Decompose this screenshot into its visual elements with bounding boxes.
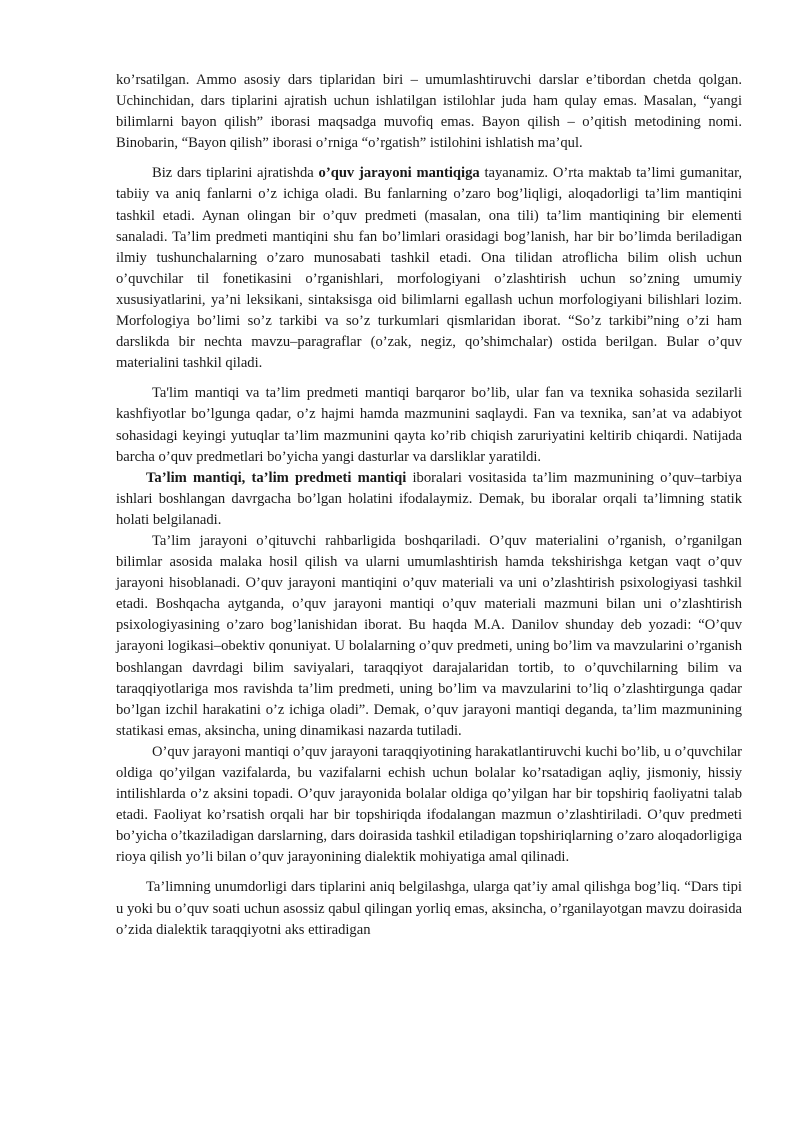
paragraph-2-lead: Biz dars tiplarini ajratishda [152, 165, 319, 182]
paragraph-2 [116, 163, 742, 374]
paragraph-3: Ta'lim mantiqi va ta’lim predmeti mantiqi barqaror bo’lib, ular fan va texnika sohasida sezilarli kashfiyotlar bo’lgunga qadar, o’z hajmi hamda mazmunini saqlaydi. Fan va texnika, san’at va adabiyot sohasidagi keyingi yutuqlar ta’lim mazmunini qayta ko’rib chiqish zaruriyatini keltirib chiqardi. Natijada barcha o’quv predmetlari bo’yicha yangi dasturlar va darsliklar yaratildi. [116, 385, 742, 465]
paragraph-7: Ta’limning unumdorligi dars tiplarini aniq belgilashga, ularga qat’iy amal qilishga bog’liq. “Dars tipi u yoki bu o’quv soati uchun asossiz qabul qilingan yorliq emas, aksincha, o’rganilayotgan mavzu doirasida o’zida dialektik taraqqiyotni aks ettiradigan [116, 879, 742, 938]
paragraph-6: O’quv jarayoni mantiqi o’quv jarayoni taraqqiyotining harakatlantiruvchi kuchi bo’lib, u o’quvchilar oldiga qo’yilgan vazifalarda, bu vazifalarni echish uchun bolalar ko’rsatadigan aqliy, jismoniy, hissiy intilishlarda o’z aksini topadi. O’quv jarayonida bolalar oldiga qo’yilgan har bir topshiriq faoliyatni talab etadi. Faoliyat ko’rsatish orqali har bir topshiriqda ifodalangan mazmun o’zlashtiriladi. O’quv predmeti bo’yicha o’tkaziladigan darslarning, dars doirasida tashkil etiladigan topshiriqlarning o’zaro aloqadorligiga rioya qilish yo’li bilan o’quv jarayonining dialektik mohiyatiga amal qilinadi. [116, 743, 742, 866]
paragraph-4 [116, 468, 742, 531]
paragraph-2-bold-term: o’quv jarayoni mantiqiga [318, 165, 480, 182]
paragraph-5: Ta’lim jarayoni o’qituvchi rahbarligida boshqariladi. O’quv materialini o’rganish, o’rganilgan bilimlar asosida malaka hosil qilish va ularni umumlashtirish hamda tekshirishga ketgan vaqt o’quv jarayoni hisoblanadi. O’quv jarayoni mantiqini o’quv materiali va uni o’zlashtirish psixologiyasi tashkil etadi. Boshqacha aytganda, o’quv jarayoni mantiqi o’quv materiali mazmuni bilan uni o’zlashtirish psixologiyasining o’zaro bog’lanishidan iborat. Bu haqda M.A. Danilov shunday deb yozadi: “O’quv jarayoni logikasi–obektiv qonuniyat. U bolalarning o’quv predmeti, uning bo’lim va mavzularini o’rganish boshlangan davrdagi bilim saviyalari, taraqqiyot darajalaridan tortib, to o’quvchilarning bilim va taraqqiyotlariga mos ravishda ta’lim predmeti, uning bo’lim va mavzularini to’liq o’zlashtirgunga qadar bo’lgan izchil harakatini o’z ichiga oladi”. Demak, o’quv jarayoni mantiqi deganda, ta’lim mazmunining statikasi emas, aksincha, uning dinamikasi nazarda tutiladi. [116, 532, 742, 739]
paragraph-1: ko’rsatilgan. Ammo asosiy dars tiplaridan biri – umumlashtiruvchi darslar e’tibordan chetda qolgan. Uchinchidan, dars tiplarini ajratish uchun ishlatilgan istilohlar juda ham qulay emas. Masalan, “yangi bilimlarni bayon qilish” iborasi maqsadga muvofiq emas. Bayon qilish – o’qitish metodining nomi. Binobarin, “Bayon qilish” iborasi o’rniga “o’rgatish” istilohini ishlatish ma’qul. [116, 72, 742, 152]
paragraph-2-rest: tayanamiz. O’rta maktab ta’limi gumanitar, tabiiy va aniq fanlarni o’z ichiga oladi. Bu fanlarning o’zaro bog’liqligi, aloqadorligi ta’lim mantiqini tashkil etadi. Aynan olingan bir o’quv predmeti (masalan, ona tili) ta’lim mantiqining bir elementi sanaladi. Ta’lim predmeti mantiqini shu fan bo’limlari orasidagi bog’lanish, har bir bo’limda beriladigan ilmiy tushunchalarning o’zaro munosabati tashkil etadi. Ona tilidan atroflicha bilim olish uchun o’quvchilar til fonetikasini o’rganishlari, morfologiyani o’zlashtirish uchun so’zning umumiy xususiyatlarini, ya’ni leksikani, sintaksisga oid bilimlarni egallash uchun morfologiyani bilishlari lozim. Morfologiya bo’limi so’z tarkibi va so’z turkumlari qismlaridan iborat. “So’z tarkibi”ning o’zi ham darslikda bir nechta mavzu–paragraflar (o’zak, negiz, qo’shimchalar) ostida berilgan. Bular o’quv materialini tashkil qiladi. [116, 165, 742, 372]
paragraph-4-bold-term: Ta’lim mantiqi, ta’lim predmeti mantiqi [146, 469, 407, 486]
paragraph-4-rest: iboralari vositasida ta’lim mazmunining o’quv–tarbiya ishlari boshlangan davrgacha bo’lgan holatini ifodalaymiz. Demak, bu iboralar orqali ta’limning statik holati belgilanadi. [116, 469, 743, 528]
document-page [116, 70, 742, 941]
